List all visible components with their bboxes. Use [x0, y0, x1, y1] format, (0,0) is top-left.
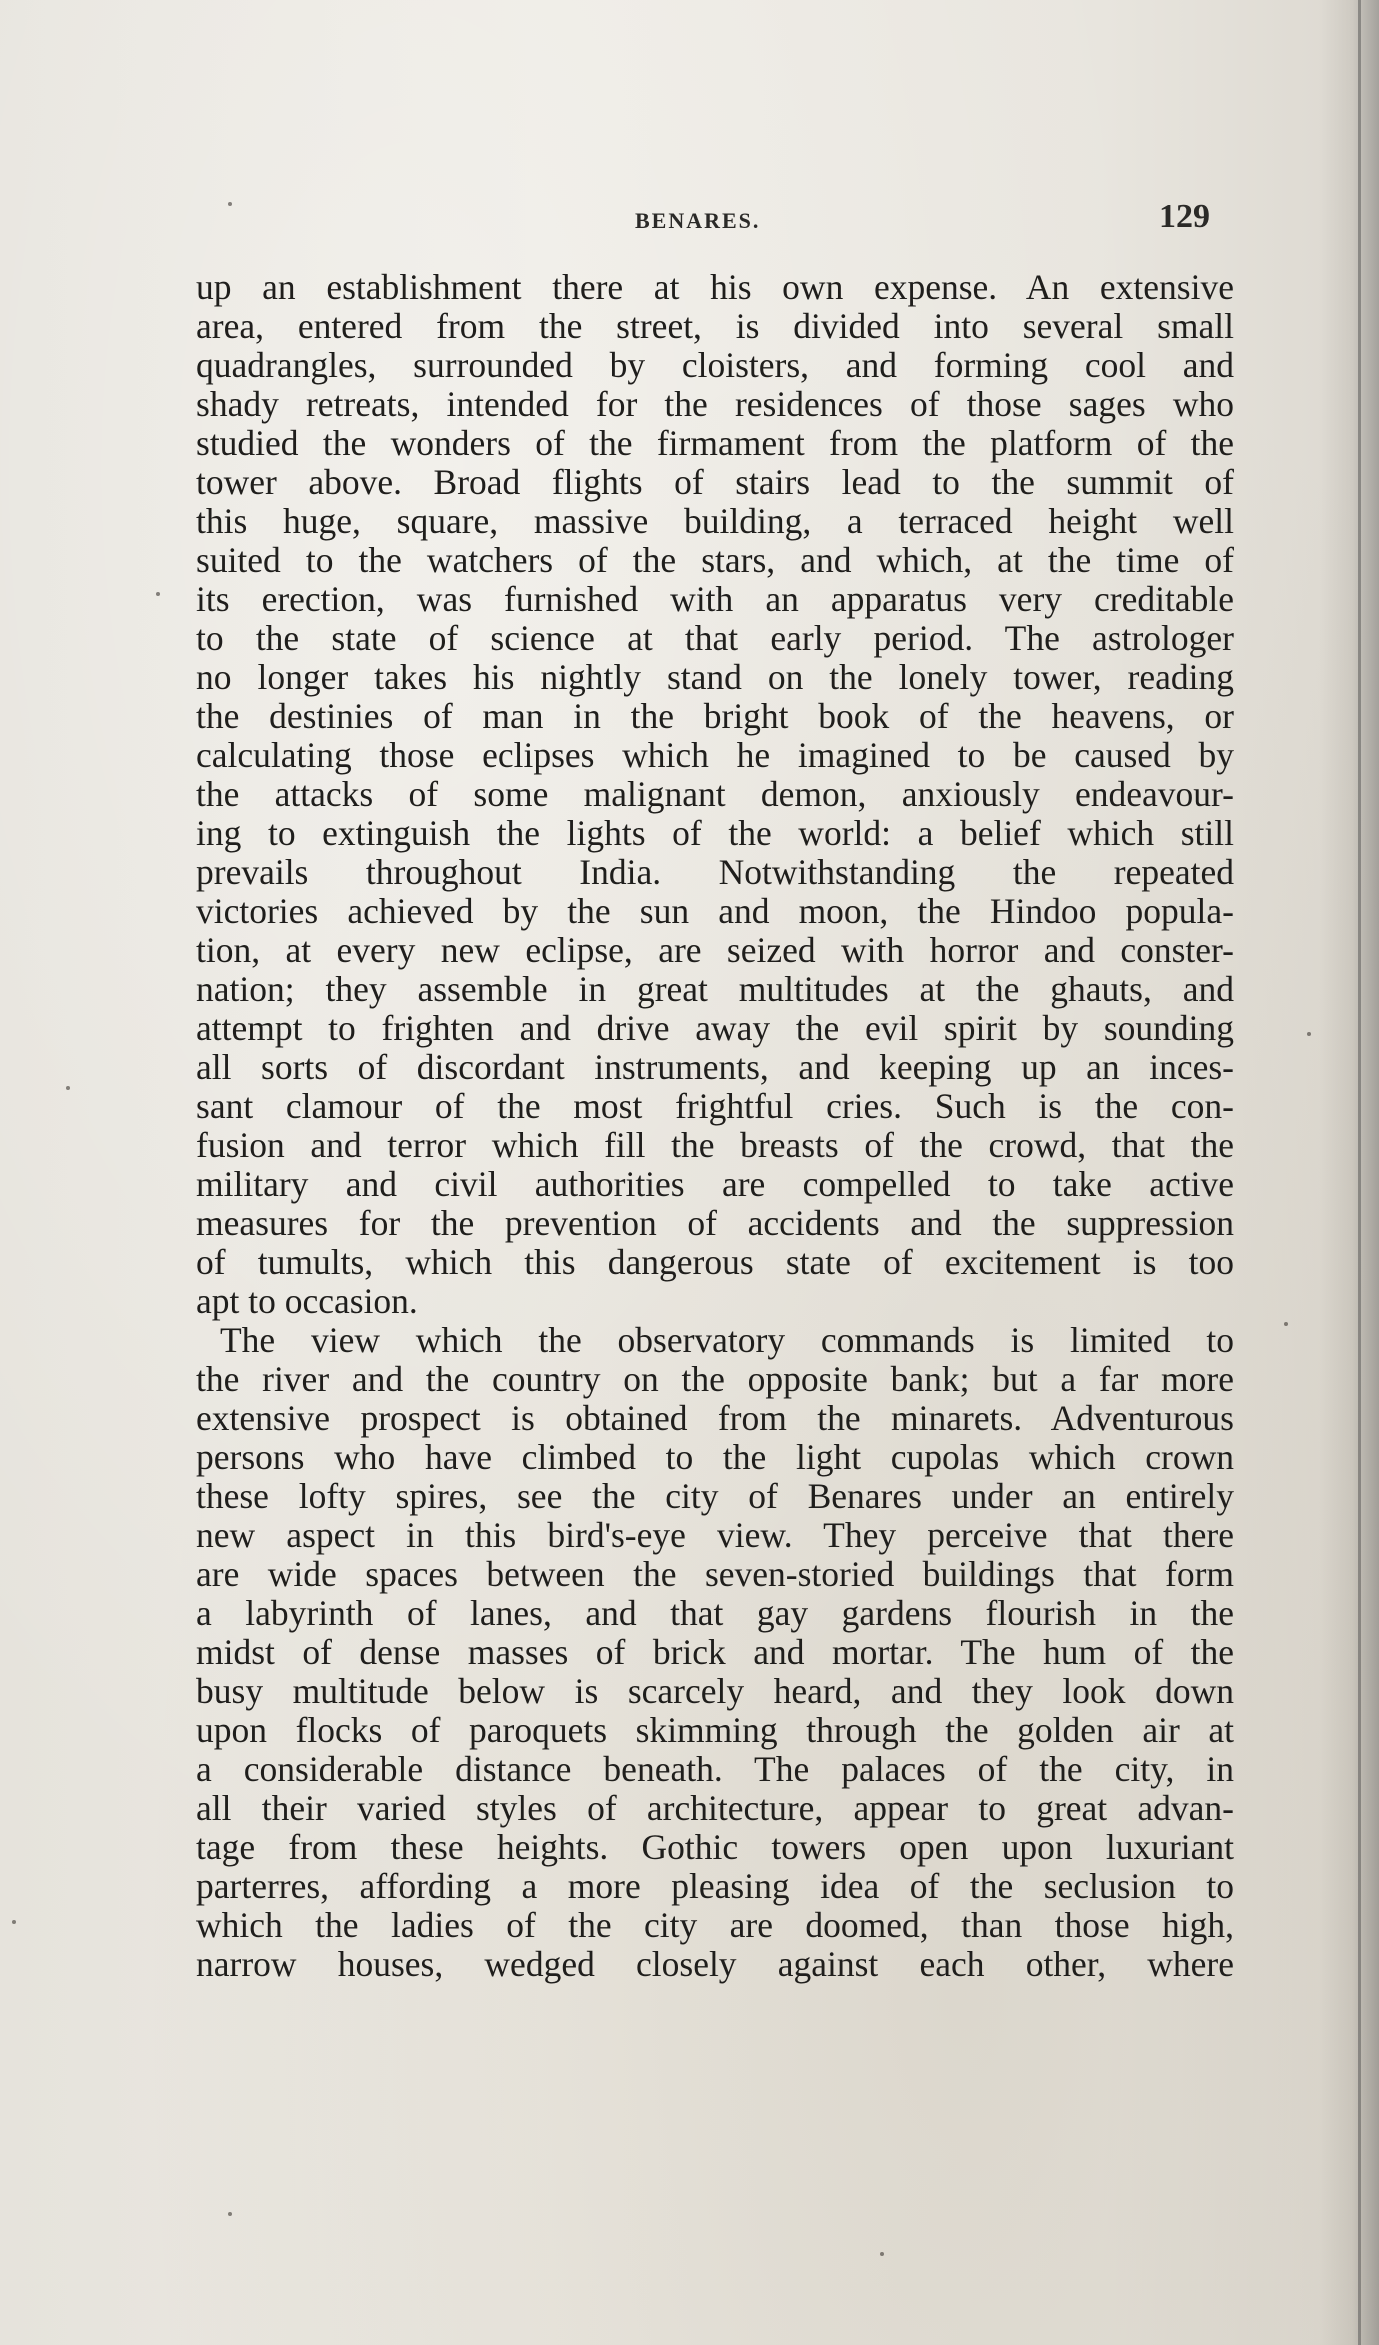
text-line: shady retreats, intended for the residences of those sages who	[196, 384, 1234, 424]
paper-speck	[228, 2212, 232, 2216]
text-line: which the ladies of the city are doomed, than those high,	[196, 1905, 1234, 1945]
text-line: victories achieved by the sun and moon, the Hindoo popula-	[196, 891, 1234, 931]
paper-speck	[1307, 1032, 1311, 1036]
text-line: nation; they assemble in great multitudes at the ghauts, and	[196, 969, 1234, 1009]
text-line: no longer takes his nightly stand on the lonely tower, reading	[196, 657, 1234, 697]
page-edge-shadow	[1319, 0, 1379, 2345]
text-line: these lofty spires, see the city of Benares under an entirely	[196, 1476, 1234, 1516]
text-line: a labyrinth of lanes, and that gay gardens flourish in the	[196, 1593, 1234, 1633]
text-line: to the state of science at that early period. The astrologer	[196, 618, 1234, 658]
text-line: military and civil authorities are compelled to take active	[196, 1164, 1234, 1204]
text-line: the attacks of some malignant demon, anxiously endeavour-	[196, 774, 1234, 814]
text-line: tower above. Broad flights of stairs lead to the summit of	[196, 462, 1234, 502]
paper-speck	[228, 202, 232, 206]
text-line: busy multitude below is scarcely heard, and they look down	[196, 1671, 1234, 1711]
page-header	[195, 198, 1235, 248]
text-line: studied the wonders of the firmament from the platform of the	[196, 423, 1234, 463]
text-line: area, entered from the street, is divided into several small	[196, 306, 1234, 346]
text-line: attempt to frighten and drive away the evil spirit by sounding	[196, 1008, 1234, 1048]
text-line: sant clamour of the most frightful cries. Such is the con-	[196, 1086, 1234, 1126]
text-line: a considerable distance beneath. The palaces of the city, in	[196, 1749, 1234, 1789]
text-line: new aspect in this bird's-eye view. They perceive that there	[196, 1515, 1234, 1555]
text-line: up an establishment there at his own expense. An extensive	[196, 267, 1234, 307]
text-line: narrow houses, wedged closely against each other, where	[196, 1944, 1234, 1984]
text-line: the river and the country on the opposite bank; but a far more	[196, 1359, 1234, 1399]
text-line: tage from these heights. Gothic towers open upon luxuriant	[196, 1827, 1234, 1867]
text-line: its erection, was furnished with an apparatus very creditable	[196, 579, 1234, 619]
text-line: the destinies of man in the bright book of the heavens, or	[196, 696, 1234, 736]
text-line: parterres, affording a more pleasing idea of the seclusion to	[196, 1866, 1234, 1906]
body-text	[196, 268, 1234, 1984]
paper-speck	[1284, 1322, 1288, 1326]
text-line: quadrangles, surrounded by cloisters, and forming cool and	[196, 345, 1234, 385]
text-line: extensive prospect is obtained from the minarets. Adventurous	[196, 1398, 1234, 1438]
text-line: fusion and terror which fill the breasts of the crowd, that the	[196, 1125, 1234, 1165]
running-head: BENARES.	[635, 208, 761, 233]
text-line: midst of dense masses of brick and mortar. The hum of the	[196, 1632, 1234, 1672]
paper-speck	[66, 1086, 70, 1090]
text-line: suited to the watchers of the stars, and which, at the time of	[196, 540, 1234, 580]
paper-speck	[156, 592, 160, 596]
text-line: all their varied styles of architecture, appear to great advan-	[196, 1788, 1234, 1828]
text-line: all sorts of discordant instruments, and keeping up an inces-	[196, 1047, 1234, 1087]
paragraph-start-line: The view which the observatory commands is limited to	[220, 1320, 1234, 1360]
text-line: calculating those eclipses which he imagined to be caused by	[196, 735, 1234, 775]
text-line: persons who have climbed to the light cupolas which crown	[196, 1437, 1234, 1477]
text-line: upon flocks of paroquets skimming through the golden air at	[196, 1710, 1234, 1750]
text-line: measures for the prevention of accidents and the suppression	[196, 1203, 1234, 1243]
page-edge-line	[1358, 0, 1361, 2345]
text-line: of tumults, which this dangerous state of excitement is too	[196, 1242, 1234, 1282]
text-line: prevails throughout India. Notwithstanding the repeated	[196, 852, 1234, 892]
text-line: this huge, square, massive building, a terraced height well	[196, 501, 1234, 541]
paragraph-end-line: apt to occasion.	[196, 1281, 418, 1321]
page-number: 129	[1159, 198, 1210, 235]
text-line: tion, at every new eclipse, are seized with horror and conster-	[196, 930, 1234, 970]
paper-speck	[12, 1920, 16, 1924]
text-line: ing to extinguish the lights of the world: a belief which still	[196, 813, 1234, 853]
paper-speck	[880, 2252, 884, 2256]
text-line: are wide spaces between the seven-storied buildings that form	[196, 1554, 1234, 1594]
